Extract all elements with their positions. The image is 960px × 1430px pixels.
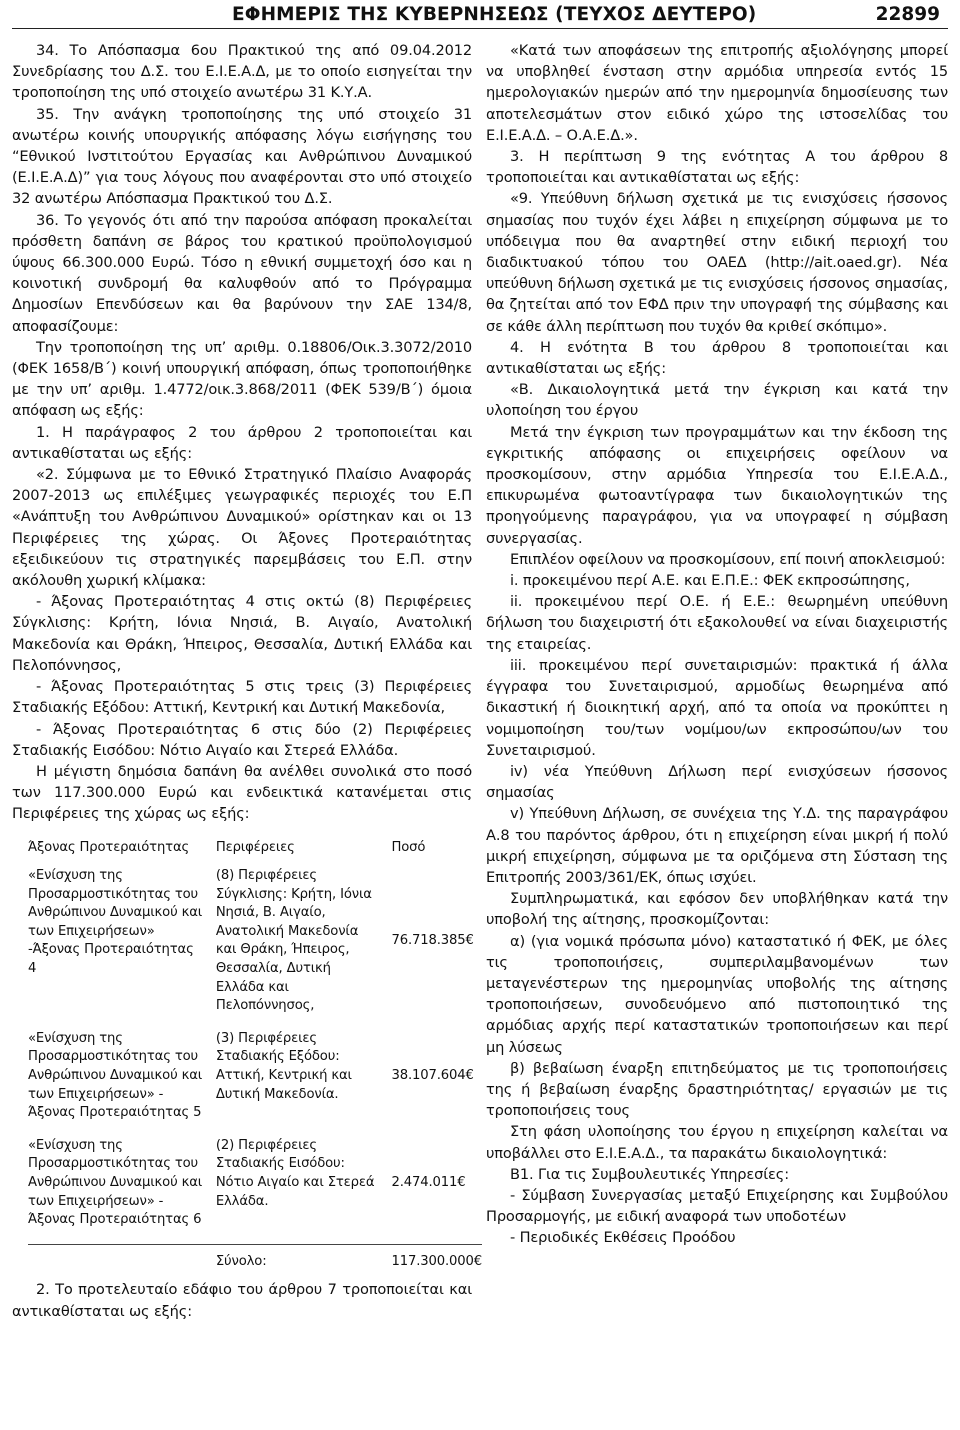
implementation-phase-text: Στη φάση υλοποίησης του έργου η επιχείρηση καλείται να υποβάλλει στο Ε.Ι.Ε.Α.Δ., τα παρακάτω δικαιολογητικά:	[486, 1123, 948, 1162]
list-item: iv) νέα Υπεύθυνη Δήλωση περί ενισχύσεων ήσσονος σημασίας	[486, 762, 948, 802]
page-header	[0, 0, 960, 30]
list-item: v) Υπεύθυνη Δήλωση, σε συνέχεια της Υ.Δ. της παραγράφου Α.8 του παρόντος άρθρου, ότι η επιχείρηση είναι μικρή ή πολύ μικρή επιχείρηση, σύμφωνα με τα οριζόμενα στη Σύσταση της Επιτροπής 2003/361/ΕΚ, όπως ισχύει.	[486, 805, 948, 886]
modification-intro: Την τροποποίηση της υπ’ αριθμ. 0.18806/Οικ.3.3072/2010 (ΦΕΚ 1658/Β΄) κοινή υπουργική απόφαση, όπως τροποποιήθηκε με την υπ’ αριθμ. 1.4772/οικ.3.868/2011 (ΦΕΚ 539/Β΄) όμοια απόφαση ως εξής:	[12, 338, 472, 420]
allocation-table	[28, 839, 482, 1272]
paragraph-35: 35. Την ανάγκη τροποποίησης της υπό στοιχείο 31 ανωτέρω κοινής υπουργικής απόφασης λόγω εισήγησης του “Εθνικού Ινστιτούτου Εργασίας και Ανθρώπινου Δυναμικού (Ε.Ι.Ε.Α.Δ)” για τους λόγους που αναφέρονται στο υπό στοιχείο 32 ανωτέρω Απόσπασμα Πρακτικού του Δ.Σ.	[12, 105, 472, 208]
section-b1-heading: Β1. Για τις Συμβουλευτικές Υπηρεσίες:	[510, 1165, 789, 1183]
cell-axis: «Ενίσχυση της Προσαρμοστικότητας του Ανθρώπινου Δυναμικού και των Επιχειρήσεων» - Άξονας Προτεραιότητας 5	[28, 1030, 203, 1121]
after-approval-text: Μετά την έγκριση των προγραμμάτων και την έκδοση της εγκριτικής απόφασης οι επιχειρήσεις οφείλουν να προσκομίσουν, στην αρμόδια Υπηρεσία του Ε.Ι.Ε.Α.Δ., επικυρωμένα φωτοαντίγραφα των δικαιολογητικών της προηγούμενης παραγράφου, για να υπογραφεί η σύμβαση συνεργασίας.	[486, 423, 948, 547]
table-row	[28, 867, 482, 1030]
header-axis: Άξονας Προτεραιότητας	[28, 839, 190, 855]
table-total-row	[28, 1244, 482, 1271]
left-column	[12, 40, 482, 1322]
max-spend-text: Η μέγιστη δημόσια δαπάνη θα ανέλθει συνολικά στο ποσό των 117.300.000 Ευρώ και ενδεικτικά κατανέμεται στις Περιφέρειες της χώρας ως εξής:	[12, 762, 472, 823]
list-item: β) βεβαίωση έναρξη επιτηδεύματος με τις τροποποιήσεις της ή βεβαίωση έναρξης δραστηριότητας/ εργασιών με τις τροποποιήσεις τους	[486, 1059, 948, 1120]
total-label: Σύνολο:	[216, 1244, 392, 1271]
table-header-row	[28, 839, 482, 868]
list-item: i. προκειμένου περί Α.Ε. και Ε.Π.Ε.: ΦΕΚ εκπροσώπησης,	[510, 572, 910, 590]
cell-amount: 2.474.011€	[391, 1175, 466, 1191]
cell-axis: «Ενίσχυση της Προσαρμοστικότητας του Ανθρώπινου Δυναμικού και των Επιχειρήσεων» - Άξονας Προτεραιότητας 6	[28, 1137, 203, 1228]
right-column	[486, 40, 948, 1249]
axis-5-regions: - Άξονας Προτεραιότητας 5 στις τρεις (3) Περιφέρειες Σταδιακής Εξόδου: Αττική, Κεντρική και Δυτική Μακεδονία,	[12, 678, 472, 717]
cell-amount: 38.107.604€	[391, 1068, 474, 1084]
item-2: 2. Το προτελευταίο εδάφιο του άρθρου 7 τροποποιείται και αντικαθίσταται ως εξής:	[12, 1281, 472, 1320]
item-1-quote: «2. Σύμφωνα με το Εθνικό Στρατηγικό Πλαίσιο Αναφοράς 2007-2013 ως επιλέξιμες γεωγραφικές περιοχές του Ε.Π «Ανάπτυξη του Ανθρώπινου Δυναμικού» ορίστηκαν και οι 13 Περιφέρειες της χώρας. Οι Άξονες Προτεραιότητας εξειδικεύουν τις στρατηγικές παρεμβάσεις του Ε.Π. στην ακόλουθη χωρική κλίμακα:	[12, 466, 472, 590]
page-number: 22899	[875, 4, 940, 25]
cell-regions: (2) Περιφέρειες Σταδιακής Εισόδου: Νότιο Αιγαίο και Στερεά Ελλάδα.	[215, 1137, 375, 1209]
gazette-title: ΕΦΗΜΕΡΙΣ ΤΗΣ ΚΥΒΕΡΝΗΣΕΩΣ (ΤΕΥΧΟΣ ΔΕΥΤΕΡΟ)	[232, 4, 757, 25]
list-item: - Περιοδικές Εκθέσεις Προόδου	[510, 1229, 736, 1247]
item-4-quote: «Β. Δικαιολογητικά μετά την έγκριση και κατά την υλοποίηση του έργου	[486, 381, 948, 420]
paragraph-34: 34. Το Απόσπασμα 6ου Πρακτικού της από 09.04.2012 Συνεδρίασης του Δ.Σ. του Ε.Ι.Ε.Α.Δ, με το οποίο εισηγείται την τροποποίηση της υπό στοιχείο ανωτέρω 31 Κ.Υ.Α.	[12, 42, 472, 102]
supplementary-text: Συμπληρωματικά, και εφόσον δεν υποβλήθηκαν κατά την υποβολή της αίτησης, προσκομίζονται:	[486, 890, 948, 929]
quote-continuation: «Κατά των αποφάσεων της επιτροπής αξιολόγησης μπορεί να υποβληθεί ένσταση στην αρμόδια υπηρεσία εντός 15 ημερολογιακών ημερών από την ημερομηνία δημοσίευσης των αποτελεσμάτων στον ειδικό χώρο της ιστοσελίδας του Ε.Ι.Ε.Α.Δ. – Ο.Α.Ε.Δ.».	[486, 42, 948, 144]
item-4: 4. Η ενότητα Β του άρθρου 8 τροποποιείται και αντικαθίσταται ως εξής:	[486, 338, 948, 378]
table-row	[28, 1030, 482, 1137]
axis-4-regions: - Άξονας Προτεραιότητας 4 στις οκτώ (8) Περιφέρειες Σύγκλισης: Κρήτη, Ιόνια Νησιά, Β. Αιγαίο, Ανατολική Μακεδονία και Θράκη, Ήπειρος, Θεσσαλία, Δυτική Ελλάδα και Πελοπόννησος,	[12, 593, 472, 674]
list-item: iii. προκειμένου περί συνεταιρισμών: πρακτικά ή άλλα έγγραφα του Συνεταιρισμού, αρμοδίως θεωρημένα από δικαστική ή διοικητική αρχή, από τα οποία να προκύπτει η νομιμοποίηση του/των νομίμου/ων εκπροσώπου/ων του Συνεταιρισμού.	[486, 656, 948, 759]
total-value: 117.300.000€	[392, 1244, 483, 1271]
cell-regions: (8) Περιφέρειες Σύγκλισης: Κρήτη, Ιόνια Νησιά, Β. Αιγαίο, Ανατολική Μακεδονία και Θράκη, Ήπειρος, Θεσσαλία, Δυτική Ελλάδα και Πελοπόννησος,	[215, 868, 372, 1014]
header-rule	[12, 28, 948, 29]
item-1: 1. Η παράγραφος 2 του άρθρου 2 τροποποιείται και αντικαθίσταται ως εξής:	[12, 423, 472, 462]
list-item: - Σύμβαση Συνεργασίας μεταξύ Επιχείρησης και Συμβούλου Προσαρμογής, με ειδική αναφορά των υποδοτέων	[486, 1186, 948, 1226]
list-item: α) (για νομικά πρόσωπα μόνο) καταστατικό ή ΦΕΚ, με όλες τις τροποποιήσεις, συμπεριλαμβανομένων των μεταγενέστερων της ημερομηνίας υποβολής της αίτησης τροποποιήσεων, συνοδευόμενο από πιστοποιητικό της αρμόδιας αρχής περί καταστατικών τροποποιήσεων και περί μη λύσεως	[486, 932, 948, 1056]
paragraph-36: 36. Το γεγονός ότι από την παρούσα απόφαση προκαλείται πρόσθετη δαπάνη σε βάρος του κρατικού προϋπολογισμού ύψους 66.300.000 Ευρώ. Τόσο η εθνική συμμετοχή όσο και η κοινοτική συνδρομή θα καλυφθούν από το Πρόγραμμα Δημοσίων Επενδύσεων και θα βαρύνουν την ΣΑΕ 134/8, αποφασίζουμε:	[12, 211, 472, 335]
also-must-text: Επιπλέον οφείλουν να προσκομίσουν, επί ποινή αποκλεισμού:	[510, 550, 946, 568]
header-amount: Ποσό	[391, 839, 426, 855]
list-item: ii. προκειμένου περί Ο.Ε. ή Ε.Ε.: θεωρημένη υπεύθυνη δήλωση του διαχειριστή ότι εξακολουθεί να είναι διαχειριστής της εταιρείας.	[486, 593, 948, 653]
axis-6-regions: - Άξονας Προτεραιότητας 6 στις δύο (2) Περιφέρειες Σταδιακής Εισόδου: Νότιο Αιγαίο και Στερεά Ελλάδα.	[12, 720, 472, 759]
item-3: 3. Η περίπτωση 9 της ενότητας Α του άρθρου 8 τροποποιείται και αντικαθίσταται ως εξής:	[486, 148, 948, 187]
table-row	[28, 1137, 482, 1244]
item-3-quote: «9. Υπεύθυνη δήλωση σχετικά με τις ενισχύσεις ήσσονος σημασίας που τυχόν έχει λάβει η επιχείρηση σύμφωνα με το υπόδειγμα που θα αναρτηθεί στην ειδική περιοχή του διαδικτυακού τόπου του ΟΑΕΔ (http://ait.oaed.gr). Νέα υπεύθυνη δήλωση σχετικά με τις ενισχύσεις ήσσονος σημασίας, θα ζητείται από τον ΕΦΔ πριν την υπογραφή της σύμβασης και σε κάθε άλλη περίπτωση που τυχόν θα κριθεί σκόπιμο».	[486, 190, 948, 335]
cell-amount: 76.718.385€	[391, 933, 474, 949]
header-regions: Περιφέρειες	[215, 839, 295, 855]
cell-axis: «Ενίσχυση της Προσαρμοστικότητας του Ανθρώπινου Δυναμικού και των Επιχειρήσεων» -Άξονας Προτεραιότητας 4	[28, 868, 203, 977]
cell-regions: (3) Περιφέρειες Σταδιακής Εξόδου: Αττική, Κεντρική και Δυτική Μακεδονία.	[215, 1030, 352, 1102]
